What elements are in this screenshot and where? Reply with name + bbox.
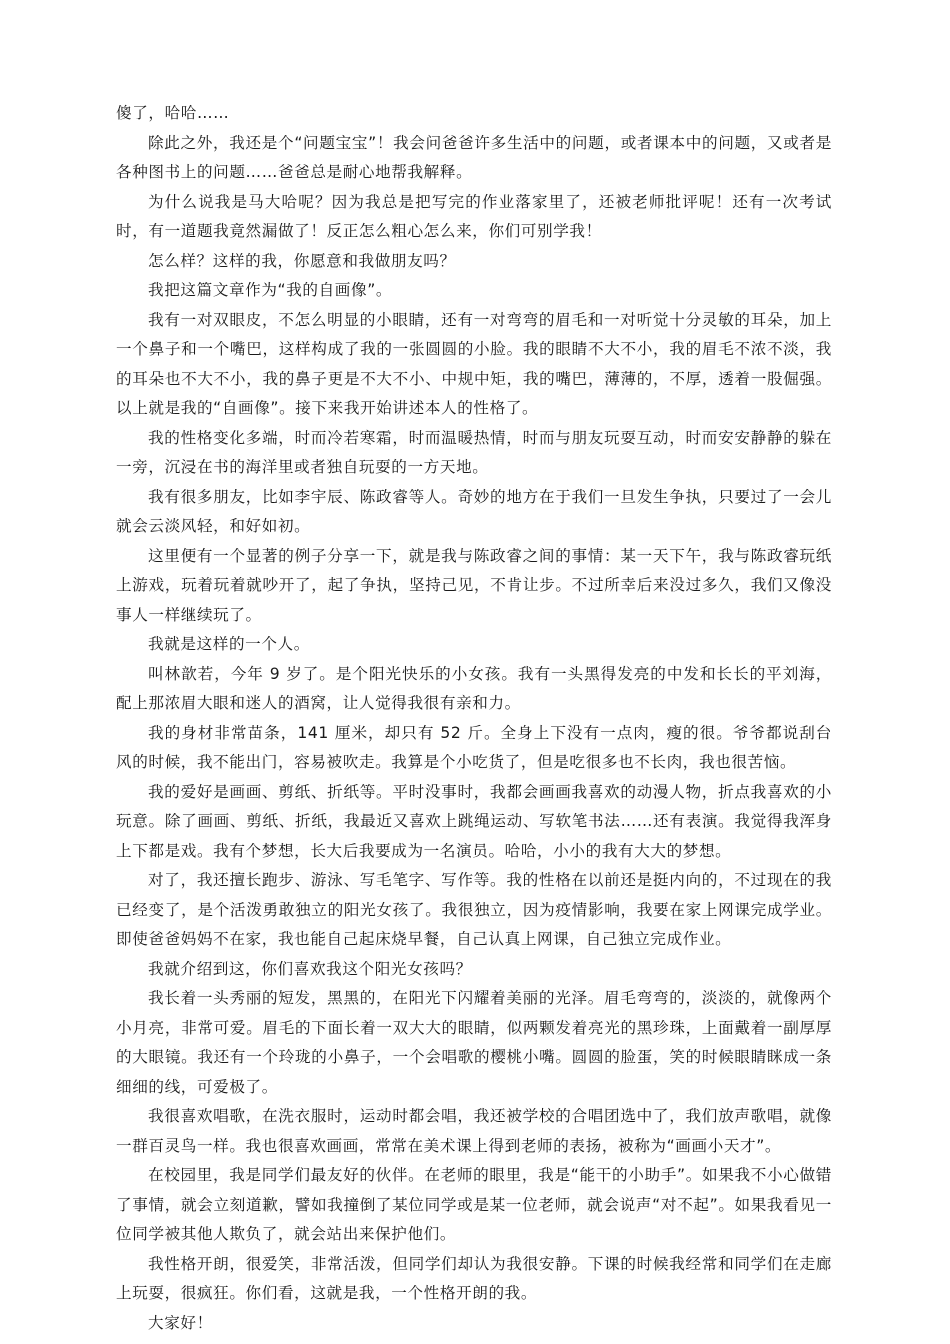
paragraph: 我有一对双眼皮，不怎么明显的小眼睛，还有一对弯弯的眉毛和一对听觉十分灵敏的耳朵，加上一个鼻子和一个嘴巴，这样构成了我的一张圆圆的小脸。我的眼睛不大不小，我的眉毛不浓不淡，我的耳朵也不大不小，我的鼻子更是不大不小、中规中矩，我的嘴巴，薄薄的，不厚，透着一股倔强。以上就是我的“自画像”。接下来我开始讲述本人的性格了。	[116, 310, 832, 417]
paragraph: 怎么样？这样的我，你愿意和我做朋友吗？	[148, 251, 456, 270]
paragraph: 在校园里，我是同学们最友好的伙伴。在老师的眼里，我是“能干的小助手”。如果我不小心做错了事情，就会立刻道歉，譬如我撞倒了某位同学或是某一位老师，就会说声“对不起”。如果我看见一位同学被其他人欺负了，就会站出来保护他们。	[116, 1166, 832, 1243]
paragraph: 我性格开朗，很爱笑，非常活泼，但同学们却认为我很安静。下课的时候我经常和同学们在走廊上玩耍，很疯狂。你们看，这就是我，一个性格开朗的我。	[116, 1254, 832, 1302]
paragraph: 我的爱好是画画、剪纸、折纸等。平时没事时，我都会画画我喜欢的动漫人物，折点我喜欢的小玩意。除了画画、剪纸、折纸，我最近又喜欢上跳绳运动、写软笔书法……还有表演。我觉得我浑身上下都是戏。我有个梦想，长大后我要成为一名演员。哈哈，小小的我有大大的梦想。	[116, 782, 832, 860]
paragraph: 大家好！	[148, 1313, 213, 1332]
paragraph: 为什么说我是马大哈呢？因为我总是把写完的作业落家里了，还被老师批评呢！还有一次考试时，有一道题我竟然漏做了！反正怎么粗心怎么来，你们可别学我！	[116, 192, 832, 240]
paragraph: 傻了，哈哈……	[116, 104, 230, 122]
paragraph: 我有很多朋友，比如李宇辰、陈政睿等人。奇妙的地方在于我们一旦发生争执，只要过了一会儿就会云淡风轻，和好如初。	[116, 487, 832, 535]
paragraph: 这里便有一个显著的例子分享一下，就是我与陈政睿之间的事情：某一天下午，我与陈政睿玩纸上游戏，玩着玩着就吵开了，起了争执，坚持己见，不肯让步。不过所幸后来没过多久，我们又像没事人一样继续玩了。	[116, 546, 832, 624]
paragraph: 我的身材非常苗条，141 厘米，却只有 52 斤。全身上下没有一点肉，瘦的很。爷爷都说刮台风的时候，我不能出门，容易被吹走。我算是个小吃货了，但是吃很多也不长肉，我也很苦恼。	[116, 723, 832, 771]
paragraph: 我的性格变化多端，时而冷若寒霜，时而温暖热情，时而与朋友玩耍互动，时而安安静静的躲在一旁，沉浸在书的海洋里或者独自玩耍的一方天地。	[116, 428, 832, 476]
paragraph: 除此之外，我还是个“问题宝宝”！我会问爸爸许多生活中的问题，或者课本中的问题，又或者是各种图书上的问题……爸爸总是耐心地帮我解释。	[116, 133, 832, 181]
document-body	[116, 99, 832, 1338]
paragraph: 我把这篇文章作为“我的自画像”。	[148, 281, 393, 299]
paragraph: 我就是这样的一个人。	[148, 635, 310, 653]
paragraph: 我很喜欢唱歌，在洗衣服时，运动时都会唱，我还被学校的合唱团选中了，我们放声歌唱，就像一群百灵鸟一样。我也很喜欢画画，常常在美术课上得到老师的表扬，被称为“画画小天才”。	[116, 1107, 832, 1155]
paragraph: 叫林歆若，今年 9 岁了。是个阳光快乐的小女孩。我有一头黑得发亮的中发和长长的平刘海，配上那浓眉大眼和迷人的酒窝，让人觉得我很有亲和力。	[116, 664, 832, 712]
paragraph: 我长着一头秀丽的短发，黑黑的，在阳光下闪耀着美丽的光泽。眉毛弯弯的，淡淡的，就像两个小月亮，非常可爱。眉毛的下面长着一双大大的眼睛，似两颗发着亮光的黑珍珠，上面戴着一副厚厚的大眼镜。我还有一个玲珑的小鼻子，一个会唱歌的樱桃小嘴。圆圆的脸蛋，笑的时候眼睛眯成一条细细的线，可爱极了。	[116, 989, 832, 1096]
paragraph: 我就介绍到这，你们喜欢我这个阳光女孩吗？	[148, 959, 472, 978]
paragraph: 对了，我还擅长跑步、游泳、写毛笔字、写作等。我的性格在以前还是挺内向的，不过现在的我已经变了，是个活泼勇敢独立的阳光女孩了。我很独立，因为疫情影响，我要在家上网课完成学业。即使爸爸妈妈不在家，我也能自己起床烧早餐，自己认真上网课，自己独立完成作业。	[116, 871, 832, 948]
